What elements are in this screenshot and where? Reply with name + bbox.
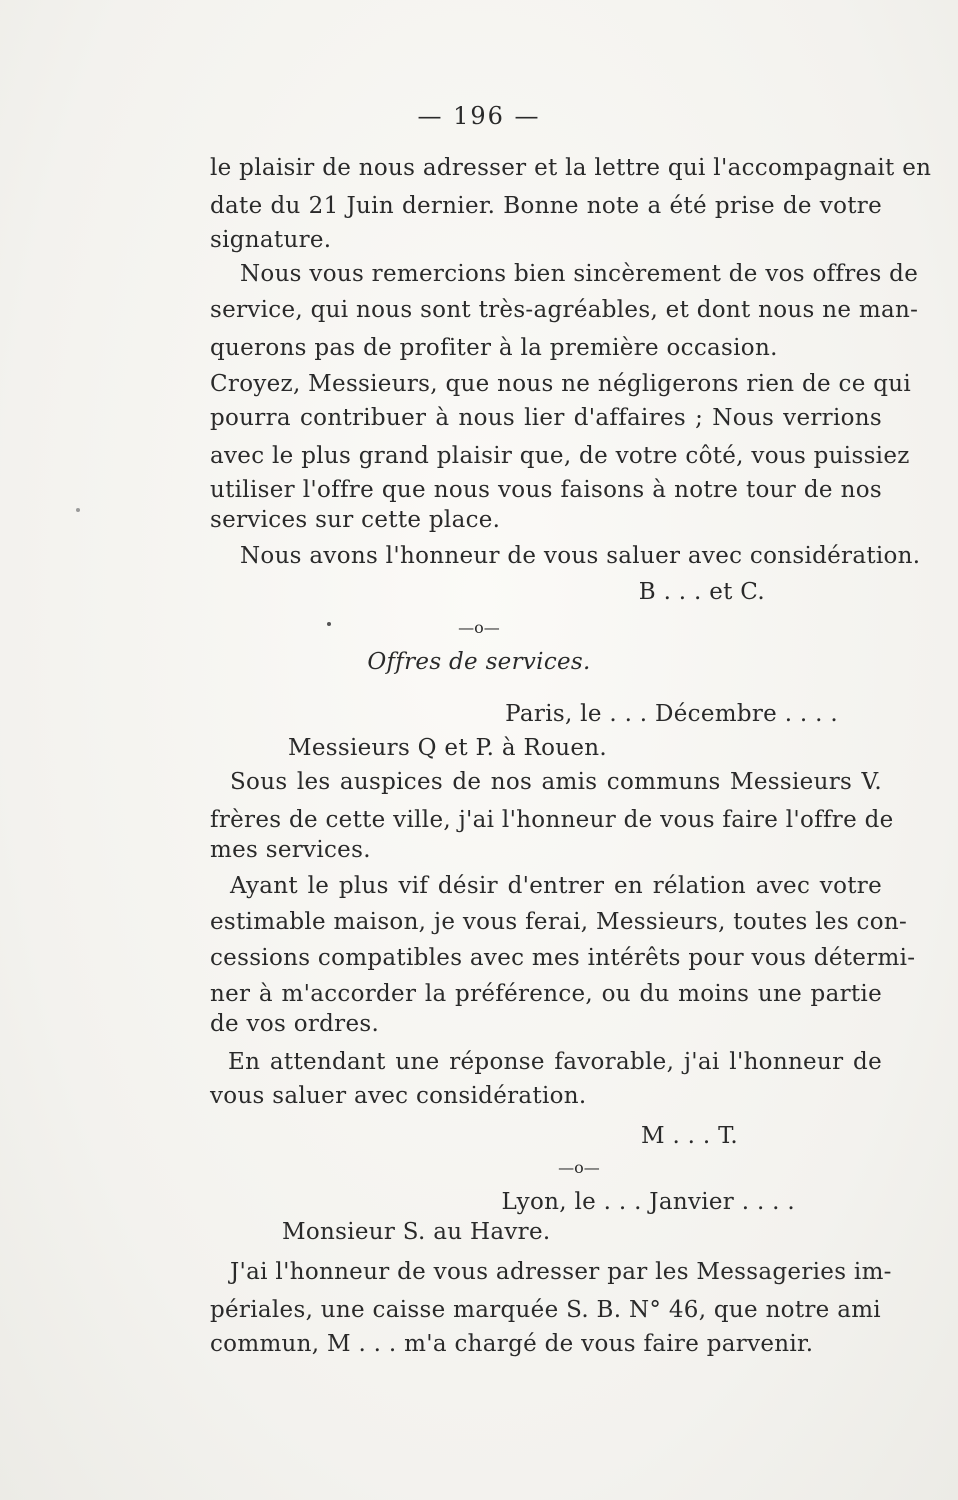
text-line: signature. xyxy=(210,227,332,253)
section-title: Offres de services. xyxy=(367,649,591,675)
text-line: En attendant une réponse favorable, j'ai l'honneur de xyxy=(228,1049,882,1075)
separator: —o— xyxy=(458,618,500,637)
ink-speck xyxy=(76,508,80,512)
text-line: Sous les auspices de nos amis communs Messieurs V. xyxy=(230,769,882,795)
signature: B . . . et C. xyxy=(638,579,765,605)
place-date: Lyon, le . . . Janvier . . . . xyxy=(501,1189,795,1215)
text-line: Nous vous remercions bien sincèrement de vos offres de xyxy=(240,261,919,287)
text-line: le plaisir de nous adresser et la lettre qui l'accompagnait en xyxy=(210,155,932,181)
text-line: J'ai l'honneur de vous adresser par les Messageries im- xyxy=(230,1259,892,1285)
text-line: vous saluer avec considération. xyxy=(210,1083,587,1109)
text-line: querons pas de profiter à la première occasion. xyxy=(210,335,778,361)
text-line: ner à m'accorder la préférence, ou du moins une partie xyxy=(210,981,882,1007)
text-line: périales, une caisse marquée S. B. N° 46, que notre ami xyxy=(210,1297,881,1323)
ink-speck xyxy=(327,622,331,626)
text-line: Nous avons l'honneur de vous saluer avec considération. xyxy=(240,543,921,569)
place-date: Paris, le . . . Décembre . . . . xyxy=(505,701,838,727)
text-line: utiliser l'offre que nous vous faisons à notre tour de nos xyxy=(210,477,882,503)
text-line: pourra contribuer à nous lier d'affaires ; Nous verrions xyxy=(210,405,882,431)
text-line: services sur cette place. xyxy=(210,507,501,533)
text-line: cessions compatibles avec mes intérêts pour vous détermi- xyxy=(210,945,916,971)
text-line: avec le plus grand plaisir que, de votre côté, vous puissiez xyxy=(210,443,910,469)
text-line: mes services. xyxy=(210,837,371,863)
signature: M . . . T. xyxy=(641,1123,738,1149)
text-line: commun, M . . . m'a chargé de vous faire parvenir. xyxy=(210,1331,814,1357)
text-line: date du 21 Juin dernier. Bonne note a été prise de votre xyxy=(210,193,882,219)
page-number: — 196 — xyxy=(417,102,541,130)
text-line: de vos ordres. xyxy=(210,1011,380,1037)
text-line: service, qui nous sont très-agréables, et dont nous ne man- xyxy=(210,297,919,323)
recipient: Monsieur S. au Havre. xyxy=(282,1219,551,1245)
text-line: estimable maison, je vous ferai, Messieurs, toutes les con- xyxy=(210,909,908,935)
text-line: frères de cette ville, j'ai l'honneur de vous faire l'offre de xyxy=(210,807,894,833)
text-line: Ayant le plus vif désir d'entrer en rélation avec votre xyxy=(230,873,882,899)
recipient: Messieurs Q et P. à Rouen. xyxy=(288,735,607,761)
separator: —o— xyxy=(558,1158,600,1177)
text-line: Croyez, Messieurs, que nous ne négligerons rien de ce qui xyxy=(210,371,912,397)
